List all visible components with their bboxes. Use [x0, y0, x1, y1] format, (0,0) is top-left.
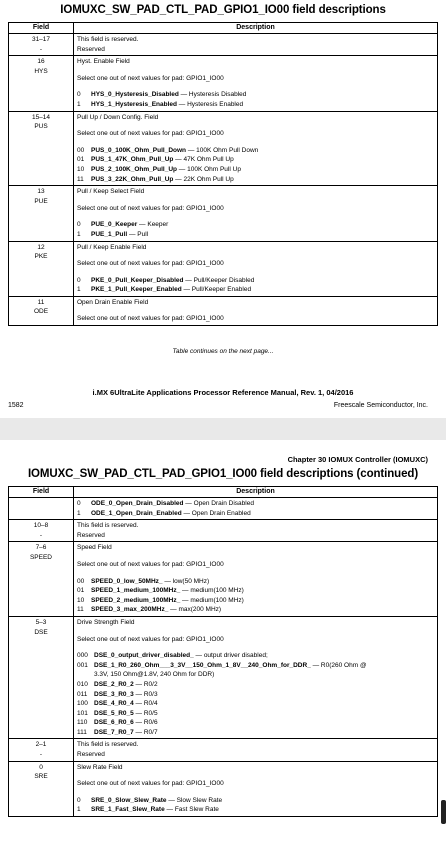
option-description: — R0/4 [133, 700, 158, 708]
option-description: — low(50 MHz) [162, 577, 210, 585]
spacer [77, 122, 434, 129]
table-title-continued: IOMUXC_SW_PAD_CTL_PAD_GPIO1_IO00 field descriptions (continued) [27, 468, 419, 480]
value-option [77, 651, 434, 661]
field-bits: 11 [37, 298, 45, 306]
page-separator [0, 418, 446, 440]
field-cell [9, 761, 74, 816]
table-row [9, 739, 438, 761]
value-option [77, 596, 434, 606]
field-descriptions-table [8, 22, 438, 326]
description-cell [74, 520, 438, 542]
field-cell [9, 520, 74, 542]
option-description: — R0/7 [133, 728, 158, 736]
option-name: SRE_1_Fast_Slew_Rate [91, 806, 165, 814]
value-option [77, 728, 434, 738]
field-title: Drive Strength Field [77, 618, 135, 626]
scrollbar-thumb[interactable] [441, 800, 446, 824]
option-description: — R0/5 [133, 709, 158, 717]
select-instruction: Select one out of next values for pad: GPIO1_IO00 [77, 780, 224, 788]
spacer [77, 83, 434, 90]
manual-footer-title: i.MX 6UltraLite Applications Processor Reference Manual, Rev. 1, 04/2016 [92, 388, 354, 397]
field-title: Speed Field [77, 544, 112, 552]
description-cell [74, 761, 438, 816]
option-value: 1 [77, 509, 81, 517]
value-option [77, 605, 434, 615]
option-name: ODE_1_Open_Drain_Enabled [91, 509, 182, 517]
option-description: — Slow Slew Rate [166, 796, 223, 804]
field-bits: 15–14 [31, 113, 51, 121]
field-name: ODE [33, 308, 49, 316]
option-description: — max(200 MHz) [168, 606, 222, 614]
value-option [77, 509, 434, 519]
option-value: 0 [77, 221, 81, 229]
field-cell [9, 186, 74, 241]
option-value: 01 [77, 587, 85, 595]
option-value: 100 [77, 700, 88, 708]
option-value: 110 [77, 719, 88, 727]
table-row [9, 296, 438, 325]
description-line: Reserved [77, 531, 105, 539]
field-bits: 31–17 [31, 36, 51, 43]
select-instruction: Select one out of next values for pad: GPIO1_IO00 [77, 560, 224, 568]
value-option [77, 146, 434, 156]
field-name: - [39, 751, 43, 759]
field-name: HYS [34, 67, 48, 75]
value-option [77, 230, 434, 240]
chapter-heading: Chapter 30 IOMUX Controller (IOMUXC) [287, 455, 428, 464]
option-value: 1 [77, 286, 81, 294]
spacer [77, 67, 434, 74]
option-name: PKE_0_Pull_Keeper_Disabled [91, 276, 184, 284]
value-option [77, 100, 434, 110]
option-description: — Open Drain Disabled [183, 500, 254, 507]
field-column-header: Field [9, 487, 74, 498]
table-row [9, 498, 438, 520]
option-description: — 47K Ohm Pull Up [173, 156, 234, 164]
table-row [9, 616, 438, 739]
field-title: Open Drain Enable Field [77, 298, 149, 306]
option-name: DSE_5_R0_5 [94, 709, 134, 717]
select-instruction: Select one out of next values for pad: GPIO1_IO00 [77, 315, 224, 323]
option-name: DSE_6_R0_6 [94, 719, 134, 727]
option-name: PUS_0_100K_Ohm_Pull_Down [91, 146, 187, 154]
description-cell [74, 616, 438, 739]
option-value: 0 [77, 796, 81, 804]
option-value: 01 [77, 156, 85, 164]
option-description: — 100K Ohm Pull Up [176, 165, 241, 173]
option-description: — R0(260 Ohm @ [310, 661, 367, 669]
option-description: — medium(100 MHz) [180, 587, 244, 595]
option-name: PKE_1_Pull_Keeper_Enabled [91, 286, 182, 294]
field-bits: 12 [37, 243, 45, 251]
value-option [77, 718, 434, 728]
field-cell [9, 542, 74, 617]
field-bits: 10–8 [33, 522, 49, 530]
option-value: 010 [77, 680, 88, 688]
select-instruction: Select one out of next values for pad: GPIO1_IO00 [77, 204, 224, 212]
option-name: DSE_2_R0_2 [94, 680, 134, 688]
option-description: — R0/3 [133, 690, 158, 698]
option-value: 011 [77, 690, 88, 698]
option-value: 1 [77, 806, 81, 814]
option-value: 1 [77, 100, 81, 108]
option-name: HYS_1_Hysteresis_Enabled [91, 100, 177, 108]
option-description: — Pull/Keeper Disabled [183, 276, 255, 284]
option-name: SRE_0_Slow_Slew_Rate [91, 796, 167, 804]
option-name: DSE_0_output_driver_disabled_ [94, 652, 194, 660]
option-name: PUE_0_Keeper [91, 221, 138, 229]
option-description: — Keeper [137, 221, 169, 229]
field-name: PKE [34, 253, 48, 261]
option-name: SPEED_1_medium_100MHz_ [91, 587, 181, 595]
value-option [77, 499, 434, 509]
option-description: — Hysteresis Enabled [177, 100, 244, 108]
spacer [77, 139, 434, 146]
value-option [77, 285, 434, 295]
field-name: - [39, 531, 43, 539]
option-name: DSE_3_R0_3 [94, 690, 134, 698]
document-page-2 [0, 440, 446, 845]
description-cell [74, 56, 438, 111]
description-cell [74, 739, 438, 761]
option-description: — 100K Ohm Pull Down [186, 146, 259, 154]
value-option [77, 175, 434, 185]
description-column-header: Description [74, 487, 438, 498]
option-name: PUS_1_47K_Ohm_Pull_Up [91, 156, 174, 164]
option-value: 00 [77, 577, 85, 585]
value-option [77, 220, 434, 230]
option-value: 10 [77, 165, 85, 173]
option-value: 101 [77, 709, 88, 717]
table-row [9, 56, 438, 111]
field-cell [9, 34, 74, 56]
description-cell [74, 34, 438, 56]
option-description: — medium(100 MHz) [180, 596, 244, 604]
table-continues-note: Table continues on the next page... [172, 348, 274, 355]
value-option [77, 709, 434, 719]
field-cell [9, 498, 74, 520]
description-line: Reserved [77, 751, 105, 759]
value-option [77, 276, 434, 286]
option-name: SPEED_3_max_200MHz_ [91, 606, 169, 614]
value-option [77, 586, 434, 596]
spacer [77, 213, 434, 220]
page-number: 1582 [8, 402, 24, 409]
value-option [77, 680, 434, 690]
option-name: SPEED_0_low_50MHz_ [91, 577, 163, 585]
option-name: SPEED_2_medium_100MHz_ [91, 596, 181, 604]
field-cell [9, 296, 74, 325]
table-row [9, 186, 438, 241]
option-name: DSE_1_R0_260_Ohm___3_3V__150_Ohm_1_8V__240_Ohm_for_DDR_ [94, 661, 311, 669]
field-bits: 16 [37, 58, 45, 66]
option-value: 001 [77, 661, 88, 669]
value-option [77, 690, 434, 700]
option-description: — R0/2 [133, 680, 158, 688]
field-title: Pull / Keep Enable Field [77, 243, 147, 251]
value-option [77, 577, 434, 587]
option-description-continued: 3.3V, 150 Ohm@1.8V, 240 Ohm for DDR) [94, 671, 215, 679]
value-option [77, 90, 434, 100]
field-name: SPEED [29, 553, 53, 561]
spacer [77, 307, 434, 314]
field-cell [9, 241, 74, 296]
option-description: — Pull/Keeper Enabled [181, 286, 252, 294]
option-value: 00 [77, 146, 85, 154]
option-value: 0 [77, 276, 81, 284]
spacer [77, 197, 434, 204]
field-column-header: Field [9, 23, 74, 34]
description-cell [74, 111, 438, 186]
spacer [77, 269, 434, 276]
value-option [77, 805, 434, 815]
field-bits: 5–3 [35, 618, 47, 626]
option-name: PUS_3_22K_Ohm_Pull_Up [91, 175, 174, 183]
spacer [77, 789, 434, 796]
value-option [77, 661, 434, 671]
field-name: - [39, 45, 43, 53]
description-cell [74, 498, 438, 520]
description-column-header: Description [74, 23, 438, 34]
option-value: 0 [77, 91, 81, 99]
field-bits: 0 [39, 763, 43, 771]
option-value: 0 [77, 500, 81, 507]
description-line: This field is reserved. [77, 36, 139, 43]
option-value: 1 [77, 230, 81, 238]
option-description: — R0/6 [133, 719, 158, 727]
field-bits: 2–1 [35, 741, 47, 749]
field-name: PUE [34, 197, 48, 205]
option-value: 111 [77, 728, 87, 736]
spacer [77, 644, 434, 651]
field-bits: 13 [37, 188, 45, 196]
field-name: DSE [34, 628, 48, 636]
table-row [9, 34, 438, 56]
field-name: SRE [34, 773, 48, 781]
option-name: DSE_7_R0_7 [94, 728, 134, 736]
option-name: ODE_0_Open_Drain_Disabled [91, 500, 184, 507]
option-value: 11 [77, 175, 84, 183]
field-title: Hyst. Enable Field [77, 58, 130, 66]
option-value: 000 [77, 652, 88, 660]
table-row [9, 111, 438, 186]
field-cell [9, 739, 74, 761]
option-name: PUS_2_100K_Ohm_Pull_Up [91, 165, 177, 173]
option-value: 10 [77, 596, 85, 604]
description-line: Reserved [77, 45, 105, 53]
field-bits: 7–6 [35, 544, 47, 552]
spacer [77, 252, 434, 259]
option-description: — Fast Slew Rate [164, 806, 219, 814]
option-description: — 22K Ohm Pull Up [173, 175, 234, 183]
table-row [9, 761, 438, 816]
description-cell [74, 542, 438, 617]
option-value: 11 [77, 606, 84, 614]
table-row [9, 542, 438, 617]
value-option [77, 165, 434, 175]
field-name: PUS [34, 123, 48, 131]
field-title: Pull / Keep Select Field [77, 188, 145, 196]
field-cell [9, 616, 74, 739]
spacer [77, 570, 434, 577]
description-line: This field is reserved. [77, 522, 139, 530]
option-description: — Open Drain Enabled [181, 509, 251, 517]
description-cell [74, 186, 438, 241]
option-name: HYS_0_Hysteresis_Disabled [91, 91, 179, 99]
table-row [9, 520, 438, 542]
spacer [77, 772, 434, 779]
company-name: Freescale Semiconductor, Inc. [333, 402, 428, 409]
table-title: IOMUXC_SW_PAD_CTL_PAD_GPIO1_IO00 field descriptions [60, 4, 386, 16]
option-description: — output driver disabled; [193, 652, 268, 660]
field-title: Pull Up / Down Config. Field [77, 113, 159, 121]
option-name: PUE_1_Pull [91, 230, 128, 238]
description-line: This field is reserved. [77, 741, 139, 749]
option-name: DSE_4_R0_4 [94, 700, 134, 708]
field-title: Slew Rate Field [77, 763, 123, 771]
description-cell [74, 296, 438, 325]
select-instruction: Select one out of next values for pad: GPIO1_IO00 [77, 635, 224, 643]
field-cell [9, 111, 74, 186]
field-cell [9, 56, 74, 111]
spacer [77, 628, 434, 635]
spacer [77, 553, 434, 560]
option-description: — Hysteresis Disabled [178, 91, 247, 99]
value-option [77, 699, 434, 709]
description-cell [74, 241, 438, 296]
value-option [77, 796, 434, 806]
value-option [77, 155, 434, 165]
document-page-1 [0, 0, 446, 418]
field-descriptions-table-continued [8, 486, 438, 817]
option-description: — Pull [127, 230, 149, 238]
table-row [9, 241, 438, 296]
select-instruction: Select one out of next values for pad: GPIO1_IO00 [77, 260, 224, 268]
select-instruction: Select one out of next values for pad: GPIO1_IO00 [77, 130, 224, 138]
select-instruction: Select one out of next values for pad: GPIO1_IO00 [77, 74, 224, 82]
